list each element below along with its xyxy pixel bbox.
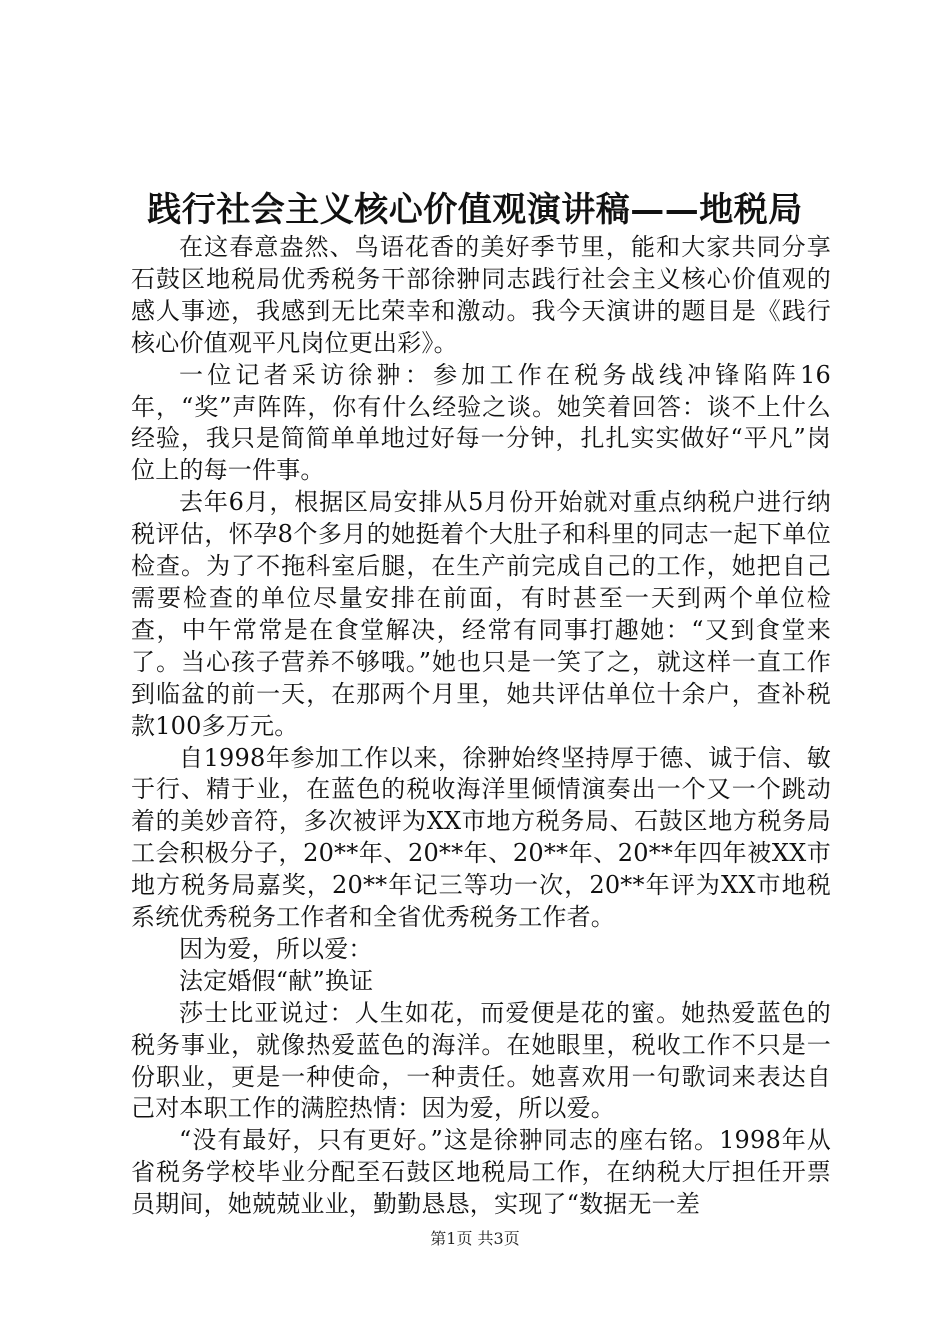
paragraph: 一位记者采访徐翀：参加工作在税务战线冲锋陷阵16年，“奖”声阵阵，你有什么经验之谈。她笑着回答：谈不上什么经验，我只是简简单单地过好每一分钟，扎扎实实做好“平凡”岗位上的每一件事。 xyxy=(131,360,831,485)
paragraph: 莎士比亚说过：人生如花，而爱便是花的蜜。她热爱蓝色的税务事业，就像热爱蓝色的海洋。在她眼里，税收工作不只是一份职业，更是一种使命，一种责任。她喜欢用一句歌词来表达自己对本职工作的满腔热情：因为爱，所以爱。 xyxy=(131,998,831,1123)
paragraph: “没有最好，只有更好。”这是徐翀同志的座右铭。1998年从省税务学校毕业分配至石鼓区地税局工作，在纳税大厅担任开票员期间，她兢兢业业，勤勤恳恳，实现了“数据无一差 xyxy=(131,1126,831,1219)
paragraph: 因为爱，所以爱： xyxy=(179,934,373,963)
document-body xyxy=(131,232,831,1221)
paragraph: 自1998年参加工作以来，徐翀始终坚持厚于德、诚于信、敏于行、精于业，在蓝色的税收海洋里倾情演奏出一个又一个跳动着的美妙音符，多次被评为XX市地方税务局、石鼓区地方税务局工会积极分子，20**年、20**年、20**年、20**年四年被XX市地方税务局嘉奖，20**年记三等功一次，20**年评为XX市地税系统优秀税务工作者和全省优秀税务工作者。 xyxy=(131,743,831,932)
paragraph: 去年6月，根据区局安排从5月份开始就对重点纳税户进行纳税评估，怀孕8个多月的她挺着个大肚子和科里的同志一起下单位检查。为了不拖科室后腿，在生产前完成自己的工作，她把自己需要检查的单位尽量安排在前面，有时甚至一天到两个单位检查，中午常常是在食堂解决，经常有同事打趣她：“又到食堂来了。当心孩子营养不够哦。”她也只是一笑了之，就这样一直工作到临盆的前一天，在那两个月里，她共评估单位十余户，查补税款100多万元。 xyxy=(131,488,831,740)
paragraph: 在这春意盎然、鸟语花香的美好季节里，能和大家共同分享石鼓区地税局优秀税务干部徐翀同志践行社会主义核心价值观的感人事迹，我感到无比荣幸和激动。我今天演讲的题目是《践行核心价值观平凡岗位更出彩》。 xyxy=(131,233,831,357)
page-number-footer: 第1页 共3页 xyxy=(430,1229,520,1248)
document-title: 践行社会主义核心价值观演讲稿——地税局 xyxy=(147,190,803,230)
section-heading: 法定婚假“献”换证 xyxy=(179,966,374,995)
